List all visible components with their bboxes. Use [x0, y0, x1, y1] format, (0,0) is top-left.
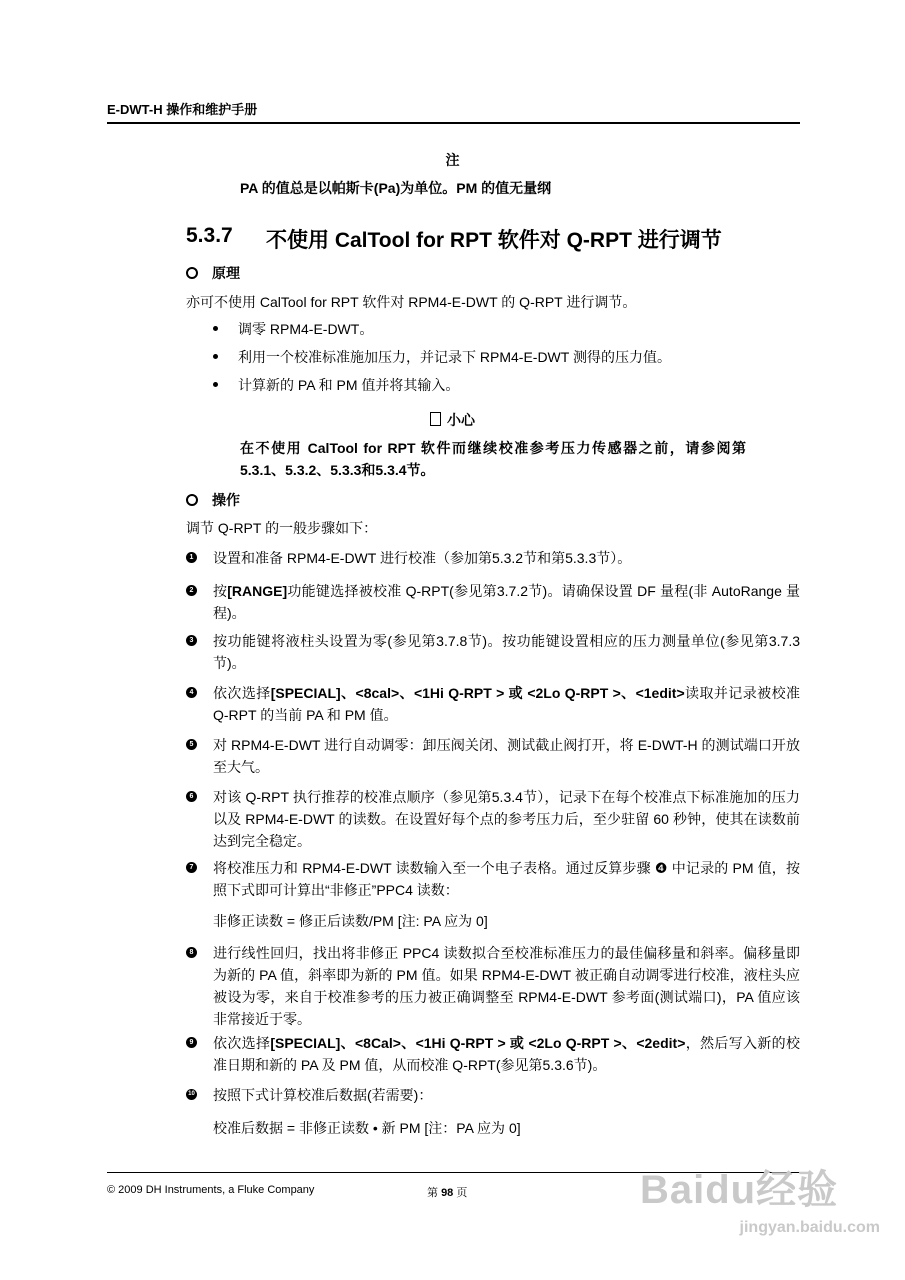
step-10	[186, 1084, 800, 1106]
step-text	[213, 580, 800, 624]
page-prefix: 第	[427, 1187, 438, 1199]
bullet-item	[213, 347, 671, 367]
note-title: 注	[445, 152, 460, 168]
step-number-icon: 9	[186, 1037, 197, 1048]
header-title: E-DWT-H 操作和维护手册	[107, 102, 258, 117]
step-number-icon: 7	[186, 862, 197, 873]
step-key: [SPECIAL]、<8cal>、<1Hi Q-RPT > 或 <2Lo Q-RPT >、<1edit>	[270, 685, 685, 701]
page-suffix: 页	[456, 1187, 468, 1199]
page-num: 98	[441, 1187, 454, 1199]
bullet-dot-icon	[213, 354, 218, 359]
step-text: 对 RPM4-E-DWT 进行自动调零：卸压阀关闭、测试截止阀打开，将 E-DWT-H 的测试端口开放至大气。	[213, 737, 800, 775]
step-8	[186, 942, 800, 1030]
principle-heading-text: 原理	[212, 265, 240, 281]
step-prefix: 依次选择	[213, 685, 271, 701]
step-4	[186, 682, 800, 726]
step-text: 按照下式计算校准后数据(若需要)：	[213, 1087, 433, 1103]
principle-heading	[186, 263, 240, 283]
step-body: 读取并记录被校准 Q-RPT 的当前 PA 和 PM 值。	[213, 685, 800, 723]
step-number-icon: 5	[186, 739, 197, 750]
step-2	[186, 580, 800, 624]
bullet-text: 调零 RPM4-E-DWT。	[238, 321, 374, 337]
step-text	[213, 1032, 800, 1076]
step-key: [RANGE]	[227, 583, 288, 599]
caution-text: 在不使用 CalTool for RPT 软件而继续校准参考压力传感器之前，请参阅第 5.3.1、5.3.2、5.3.3和5.3.4节。	[240, 440, 746, 478]
bullet-dot-icon	[213, 382, 218, 387]
step-6	[186, 786, 800, 852]
baidu-watermark	[640, 1158, 890, 1268]
principle-intro: 亦可不使用 CalTool for RPT 软件对 RPM4-E-DWT 的 Q-RPT 进行调节。	[186, 294, 637, 310]
footer-page-number	[427, 1184, 467, 1200]
operation-intro: 调节 Q-RPT 的一般步骤如下：	[186, 520, 378, 536]
step-number-icon: 4	[186, 687, 197, 698]
footer-copyright: © 2009 DH Instruments, a Fluke Company	[107, 1184, 315, 1196]
bullet-item	[213, 375, 459, 395]
formula-uncorrected: 非修正读数 = 修正后读数/PM [注: PA 应为 0]	[213, 913, 488, 929]
step-5	[186, 734, 800, 778]
step-number-icon: 8	[186, 947, 197, 958]
step-1	[186, 547, 800, 569]
section-number: 5.3.7	[186, 224, 233, 247]
step-7	[186, 857, 800, 901]
step-text	[213, 682, 800, 726]
bullet-dot-icon	[213, 326, 218, 331]
step-number-icon: 1	[186, 552, 197, 563]
bullet-text: 计算新的 PA 和 PM 值并将其输入。	[238, 377, 460, 393]
circle-bullet-icon	[186, 267, 198, 279]
caution-title	[0, 410, 905, 430]
step-number-icon: 6	[186, 791, 197, 802]
step-text: 按功能键将液柱头设置为零(参见第3.7.8节)。按功能键设置相应的压力测量单位(参见第3.7.3节)。	[213, 633, 800, 671]
caution-title-text: 小心	[447, 412, 475, 428]
step-prefix: 按	[213, 583, 228, 599]
step-key: [SPECIAL]、<8Cal>、<1Hi Q-RPT > 或 <2Lo Q-RPT >、<2edit>	[270, 1035, 686, 1051]
watermark-logo: Baidu经验	[640, 1168, 839, 1212]
formula-calibrated: 校准后数据 = 非修正读数 • 新 PM [注：PA 应为 0]	[213, 1120, 521, 1136]
step-9	[186, 1032, 800, 1076]
step-number-icon: 2	[186, 585, 197, 596]
caution-icon	[430, 412, 441, 426]
step-prefix: 依次选择	[213, 1035, 271, 1051]
watermark-url: jingyan.baidu.com	[739, 1219, 880, 1236]
bullet-text: 利用一个校准标准施加压力，并记录下 RPM4-E-DWT 测得的压力值。	[238, 349, 671, 365]
step-text: 将校准压力和 RPM4-E-DWT 读数输入至一个电子表格。通过反算步骤 ❹ 中记录的 PM 值，按照下式即可计算出“非修正”PPC4 读数：	[213, 860, 800, 898]
bullet-item	[213, 319, 373, 339]
note-text: PA 的值总是以帕斯卡(Pa)为单位。PM 的值无量纲	[240, 180, 552, 196]
operation-heading	[186, 490, 240, 510]
step-text: 对该 Q-RPT 执行推荐的校准点顺序（参见第5.3.4节），记录下在每个校准点下标准施加的压力以及 RPM4-E-DWT 的读数。在设置好每个点的参考压力后，至少驻留 60 秒钟，使其在读数前达到完全稳定。	[213, 789, 800, 849]
circle-bullet-icon	[186, 494, 198, 506]
step-body: ，然后写入新的校准日期和新的 PA 及 PM 值，从而校准 Q-RPT(参见第5.3.6节)。	[213, 1035, 801, 1073]
operation-heading-text: 操作	[212, 492, 240, 508]
step-body: 功能键选择被校准 Q-RPT(参见第3.7.2节)。请确保设置 DF 量程(非 AutoRange 量程)。	[213, 583, 801, 621]
step-number-icon: 10	[186, 1089, 197, 1100]
step-text: 设置和准备 RPM4-E-DWT 进行校准（参加第5.3.2节和第5.3.3节）。	[213, 550, 632, 566]
step-number-icon: 3	[186, 635, 197, 646]
header-rule	[107, 122, 800, 124]
section-title: 不使用 CalTool for RPT 软件对 Q-RPT 进行调节	[266, 229, 722, 252]
step-3	[186, 630, 800, 674]
step-text: 进行线性回归，找出将非修正 PPC4 读数拟合至校准标准压力的最佳偏移量和斜率。偏移量即为新的 PA 值，斜率即为新的 PM 值。如果 RPM4-E-DWT 被正确自动调零进行校准，液柱头应被设为零，来自于校准参考的压力被正确调整至 RPM4-E-DWT 参考面(测试端口)，PA 值应该非常接近于零。	[213, 945, 800, 1027]
